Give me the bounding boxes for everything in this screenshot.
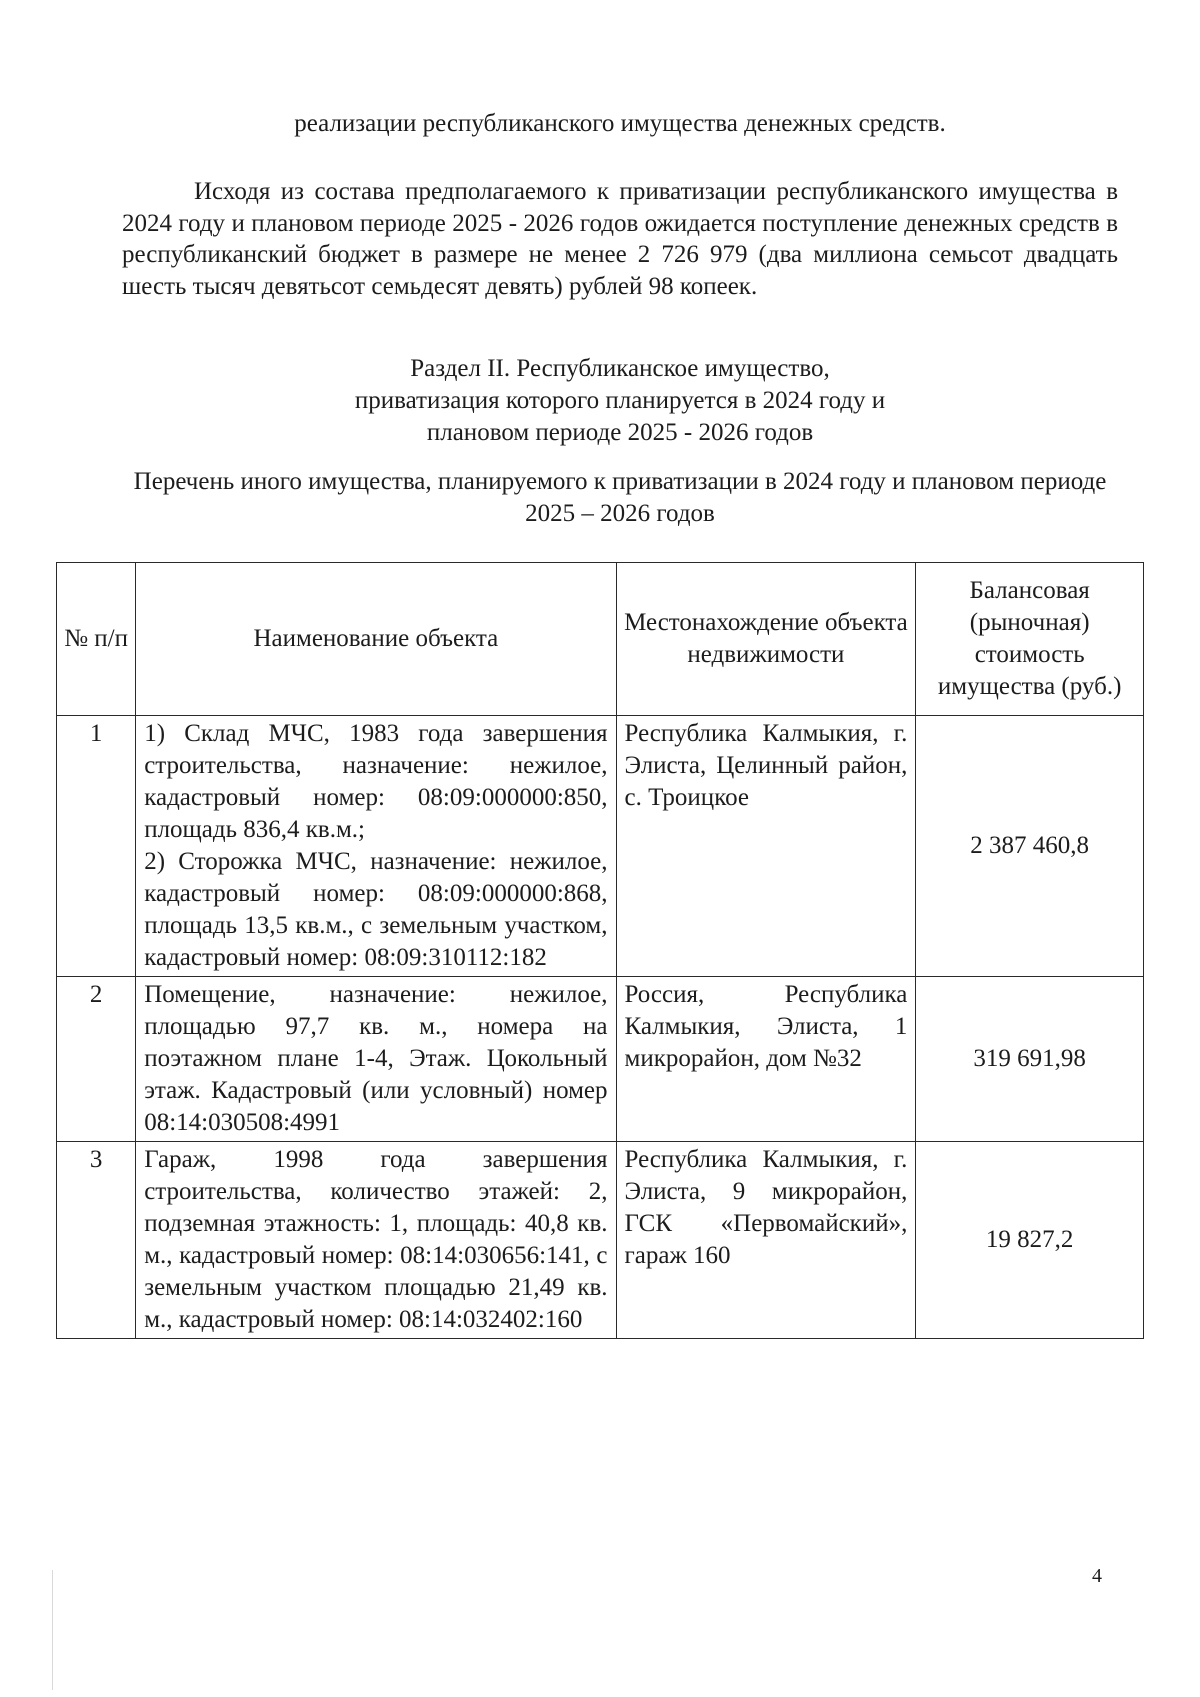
table-row	[57, 977, 1144, 1142]
scan-edge-line	[52, 1570, 53, 1690]
section-heading-line-3: плановом периоде 2025 - 2026 годов	[426, 419, 814, 446]
row-location: Республика Калмыкия, г. Элиста, Целинный район, с. Троицкое	[616, 716, 916, 977]
row-name	[136, 716, 616, 977]
row-num: 3	[57, 1142, 136, 1339]
header-cost: Балансовая (рыночная) стоимость имущества (руб.)	[916, 563, 1144, 716]
intro-line: реализации республиканского имущества денежных средств.	[294, 110, 946, 137]
section-heading-line-1: Раздел II. Республиканское имущество,	[410, 355, 830, 382]
table-row	[57, 716, 1144, 977]
header-name: Наименование объекта	[136, 563, 616, 716]
row-num: 2	[57, 977, 136, 1142]
funds-paragraph: Исходя из состава предполагаемого к приватизации республиканского имущества в 2024 году и плановом периоде 2025 - 2026 годов ожидается поступление денежных средств в республиканский бюджет в размере не менее 2 726 979 (два миллиона семьсот двадцать шесть тысяч девятьсот семьдесят девять) рублей 98 копеек.	[122, 178, 1118, 300]
list-title: Перечень иного имущества, планируемого к приватизации в 2024 году и плановом периоде 2025 – 2026 годов	[133, 468, 1107, 527]
table-header-row	[57, 563, 1144, 716]
property-table	[56, 562, 1144, 1339]
page-number: 4	[1092, 1565, 1102, 1587]
row-name: Помещение, назначение: нежилое, площадью 97,7 кв. м., номера на поэтажном плане 1-4, Этаж. Цокольный этаж. Кадастровый (или условный) номер 08:14:030508:4991	[136, 977, 616, 1142]
row-name-part-1: 1) Склад МЧС, 1983 года завершения строительства, назначение: нежилое, кадастровый номер: 08:09:000000:850, площадь 836,4 кв.м.;	[144, 720, 608, 843]
header-location: Местонахождение объекта недвижимости	[616, 563, 916, 716]
row-cost: 2 387 460,8	[916, 716, 1144, 977]
header-num: № п/п	[57, 563, 136, 716]
row-name-part-2: 2) Сторожка МЧС, назначение: нежилое, кадастровый номер: 08:09:000000:868, площадь 13,5 кв.м., с земельным участком, кадастровый номер: 08:09:310112:182	[144, 848, 608, 971]
row-num: 1	[57, 716, 136, 977]
row-location: Россия, Республика Калмыкия, Элиста, 1 микрорайон, дом №32	[616, 977, 916, 1142]
section-heading-line-2: приватизация которого планируется в 2024 году и	[354, 387, 886, 414]
row-name: Гараж, 1998 года завершения строительства, количество этажей: 2, подземная этажность: 1, площадь: 40,8 кв. м., кадастровый номер: 08:14:030656:141, с земельным участком площадью 21,49 кв. м., кадастровый номер: 08:14:032402:160	[136, 1142, 616, 1339]
section-heading	[120, 353, 1120, 449]
row-cost: 19 827,2	[916, 1142, 1144, 1339]
table-row	[57, 1142, 1144, 1339]
row-location: Республика Калмыкия, г. Элиста, 9 микрорайон, ГСК «Первомайский», гараж 160	[616, 1142, 916, 1339]
row-cost: 319 691,98	[916, 977, 1144, 1142]
